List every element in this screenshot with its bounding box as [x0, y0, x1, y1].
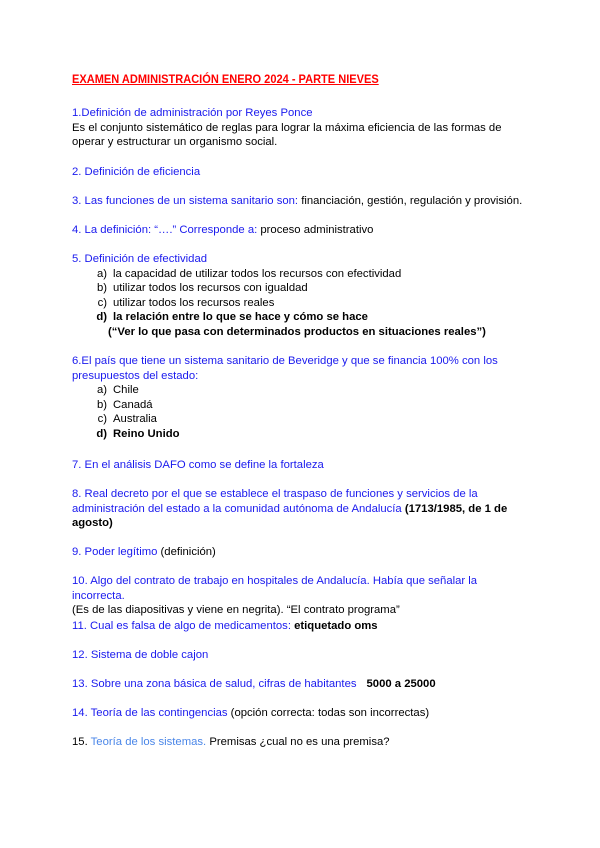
question-number: 15. — [72, 736, 88, 748]
question-heading: Teoría de los sistemas. — [87, 736, 207, 748]
question-9 — [72, 545, 532, 560]
question-14 — [72, 706, 532, 721]
question-13 — [72, 677, 532, 692]
question-heading: 8. Real decreto por el que se establece el traspaso de funciones y servicios de la administración del estado a la comunidad autónoma de Andalucía — [72, 488, 478, 515]
question-heading: 6.El país que tiene un sistema sanitario de Beveridge y que se financia 100% con los presupuestos del estado: — [72, 355, 498, 382]
question-answer: (1713/1985, de 1 de agosto) — [72, 502, 508, 529]
question-2 — [72, 165, 532, 180]
question-1 — [72, 106, 532, 150]
option-b: b) utilizar todos los recursos con igualdad — [96, 282, 308, 294]
question-heading: 13. Sobre una zona básica de salud, cifras de habitantes — [72, 678, 357, 690]
option-a: a) Chile — [96, 384, 139, 396]
option-note: (“Ver lo que pasa con determinados productos en situaciones reales”) — [108, 325, 486, 338]
question-heading: 10. Algo del contrato de trabajo en hospitales de Andalucía. Había que señalar la incorrecta. — [72, 575, 478, 602]
question-answer: etiquetado oms — [290, 620, 378, 632]
question-6 — [72, 354, 532, 441]
document-title: EXAMEN ADMINISTRACIÓN ENERO 2024 - PARTE NIEVES — [72, 72, 379, 86]
options-list — [89, 267, 532, 325]
question-8 — [72, 487, 532, 531]
question-heading: 12. Sistema de doble cajon — [72, 649, 209, 661]
question-heading: 5. Definición de efectividad — [72, 253, 208, 265]
question-heading: 3. Las funciones de un sistema sanitario son: — [72, 195, 299, 207]
question-4 — [72, 223, 532, 238]
option-b: b) Canadá — [96, 398, 153, 411]
question-heading: 11. Cual es falsa de algo de medicamentos: — [72, 620, 291, 632]
question-heading: 1.Definición de administración por Reyes Ponce — [72, 107, 313, 119]
question-heading: 9. Poder legítimo — [72, 546, 158, 558]
question-answer: (opción correcta: todas son incorrectas) — [227, 707, 430, 719]
option-a: a) la capacidad de utilizar todos los recursos con efectividad — [96, 267, 402, 280]
option-c: c) Australia — [97, 413, 157, 425]
question-answer: Es el conjunto sistemático de reglas para lograr la máxima eficiencia de las formas de operar y estructurar un organismo social. — [72, 121, 502, 148]
question-answer: (definición) — [157, 546, 216, 558]
question-7 — [72, 458, 532, 473]
question-answer: Premisas ¿cual no es una premisa? — [206, 736, 390, 748]
options-list — [89, 383, 532, 441]
question-heading: 2. Definición de eficiencia — [72, 166, 201, 178]
question-3 — [72, 194, 532, 209]
question-heading: 14. Teoría de las contingencias — [72, 707, 228, 719]
question-answer: proceso administrativo — [257, 224, 374, 236]
question-heading: 7. En el análisis DAFO como se define la fortaleza — [72, 459, 324, 471]
question-11 — [72, 619, 532, 634]
question-answer: (Es de las diapositivas y viene en negrita). “El contrato programa” — [72, 604, 400, 616]
question-15 — [72, 735, 532, 750]
option-c: c) utilizar todos los recursos reales — [97, 296, 275, 309]
question-10 — [72, 574, 532, 618]
question-12 — [72, 648, 532, 663]
question-answer: financiación, gestión, regulación y provisión. — [298, 195, 523, 207]
question-heading: 4. La definición: “….” Corresponde a: — [72, 224, 258, 236]
option-d-correct: d) Reino Unido — [96, 427, 180, 440]
question-5 — [72, 252, 532, 339]
option-d-correct: d) la relación entre lo que se hace y cómo se hace — [96, 311, 368, 323]
question-answer: 5000 a 25000 — [366, 678, 436, 690]
